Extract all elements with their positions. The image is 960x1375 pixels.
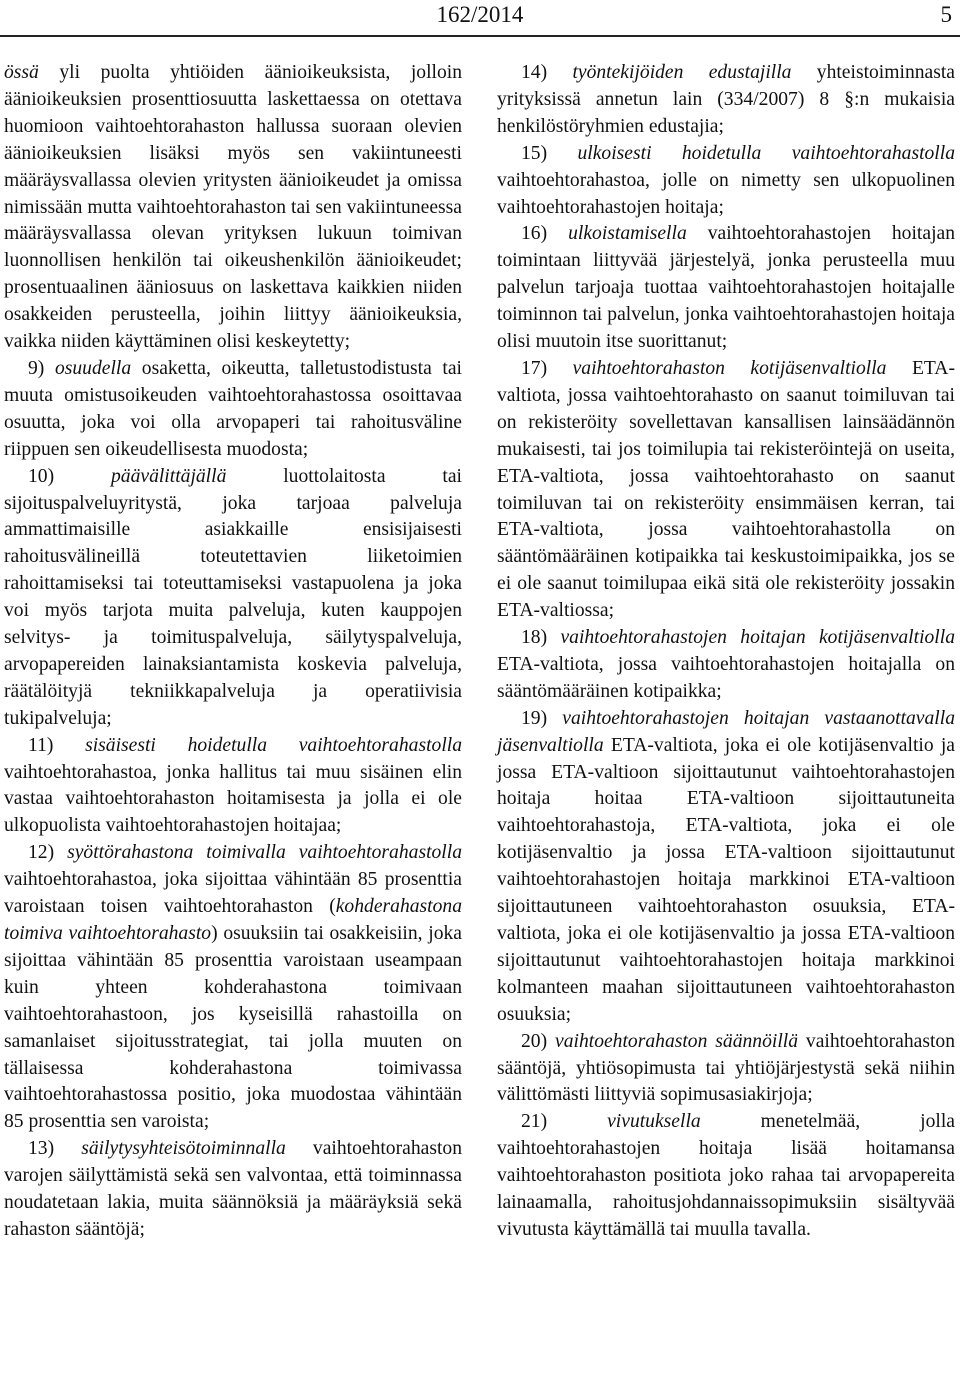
defined-term: säilytysyhteisötoiminnalla <box>81 1138 286 1160</box>
defined-term: vaihtoehtorahastojen hoitajan kotijäsenvaltiolla <box>560 627 955 649</box>
definition-text: ETA-valtiota, jossa vaihtoehtorahastojen hoitajalla on sääntömääräinen kotipaikka; <box>497 653 955 702</box>
defined-term: työntekijöiden edustajilla <box>572 62 792 83</box>
definition-text: yli puolta yhtiöiden äänioikeuksista, jolloin äänioikeuksien prosenttiosuutta laskettaessa on otettava huomioon vaihtoehtorahaston hallussa suoraan olevien äänioikeuksien lisäksi myös sen vakiintuneesti määräysvallassa olevien yritysten äänioikeudet ja omissa nimissään mutta vaihtoehtorahaston tai sen vakiintuneessa määräysvallassa olevan yrityksen lukuun toimivan luonnollisen henkilön tai oikeushenkilön äänioikeudet; prosentuaalinen ääniosuus on laskettava kaikkien niiden osakkeiden perusteella, joihin liittyy äänioikeuksia, vaikka niiden käyttäminen olisi keskeytetty; <box>4 62 462 353</box>
definition-item <box>497 1109 955 1244</box>
right-column <box>497 60 955 1244</box>
defined-term: ulkoistamisella <box>568 223 687 245</box>
item-number: 17) <box>521 357 548 379</box>
definition-text: vaihtoehtorahaston sääntöjä, yhtiösopimusta tai yhtiöjärjestystä sekä niihin välittömästi liittyviä sopimusasiakirjoja; <box>497 1030 955 1106</box>
item-number: 10) <box>28 465 55 487</box>
definition-text: vaihtoehtorahastoa, jolle on nimetty sen ulkopuolinen vaihtoehtorahastojen hoitaja; <box>497 169 955 218</box>
definition-item <box>497 141 955 222</box>
definition-item <box>497 356 955 625</box>
header-rule <box>0 35 960 37</box>
definition-text: vaihtoehtorahaston varojen säilyttämistä sekä sen valvontaa, että toiminnassa noudatetaan lakia, muita säännöksiä ja määräyksiä sekä rahaston sääntöjä; <box>4 1138 462 1240</box>
defined-term: päävälittäjällä <box>110 465 227 487</box>
definition-text: ETA-valtiota, jossa vaihtoehtorahasto on saanut toimiluvan tai on rekisteröity sovellettavan kansallisen lainsäädännön mukaisesti, tai jos toimilupia tai rekisteröintejä on useita, ETA-valtiota, jossa vaihtoehtorahasto on saanut toimiluvan tai on rekisteröity ensimmäisen kerran, tai ETA-valtiota, jossa vaihtoehtorahastolla on sääntömääräinen kotipaikka tai keskustoimipaikka, jos se ei ole saanut toimilupaa eikä sitä ole rekisteröity jossakin ETA-valtiossa; <box>497 357 955 622</box>
definition-item <box>4 733 462 841</box>
defined-term: vaihtoehtorahaston kotijäsenvaltiolla <box>572 357 887 379</box>
item-number: 16) <box>521 223 548 245</box>
definition-text: yhteistoiminnasta yrityksissä annetun lain (334/2007) 8 §:n mukaisia henkilöstöryhmien edustajia; <box>497 62 955 137</box>
definition-item <box>497 221 955 356</box>
definition-text: osaketta, oikeutta, talletustodistusta tai muuta omistusoikeuden vaihtoehtorahastossa osoittavaa osuutta, joka voi olla arvopaperi tai rahoitusväline riippuen sen oikeudellisesta muodosta; <box>4 357 462 460</box>
defined-term: ulkoisesti hoidetulla vaihtoehtorahastolla <box>577 142 955 164</box>
definition-item <box>497 706 955 1029</box>
defined-term-secondary: kohderahastona toimiva vaihtoehtorahasto <box>4 896 462 944</box>
item-number: 14) <box>521 62 548 83</box>
definition-item <box>4 60 462 356</box>
item-number: 11) <box>28 734 54 756</box>
defined-term: syöttörahastona toimivalla vaihtoehtorahastolla <box>67 842 462 864</box>
left-column <box>4 60 462 1244</box>
definition-item <box>497 1029 955 1110</box>
definition-text: menetelmää, jolla vaihtoehtorahastojen hoitaja lisää hoitamansa vaihtoehtorahaston positiota joko rahaa tai arvopapereita lainaamalla, rahoitusjohdannaissopimuksiin sisältyvää vivutusta käyttämällä tai muulla tavalla. <box>497 1111 956 1240</box>
defined-term: sisäisesti hoidetulla vaihtoehtorahastolla <box>85 734 462 756</box>
defined-term: vaihtoehtorahastojen hoitajan vastaanottavalla jäsenvaltiolla <box>497 707 955 756</box>
item-number: 19) <box>521 707 548 729</box>
publication-number: 162/2014 <box>436 2 524 27</box>
item-number: 12) <box>28 842 55 864</box>
defined-term: össä <box>4 62 39 83</box>
item-number: 20) <box>521 1030 548 1052</box>
definition-item <box>4 464 462 733</box>
page-number: 5 <box>940 2 952 27</box>
definition-item <box>4 1136 462 1244</box>
page-header <box>0 0 960 40</box>
definition-text: vaihtoehtorahastoa, jonka hallitus tai muu sisäinen elin vastaa vaihtoehtorahaston hoitamisesta ja jolla ei ole ulkopuolista vaihtoehtorahastojen hoitajaa; <box>4 761 462 837</box>
defined-term: osuudella <box>54 357 132 379</box>
definition-text: vaihtoehtorahastoa, joka sijoittaa vähintään 85 prosenttia varoistaan toisen vaihtoehtorahaston ( <box>4 869 462 918</box>
item-number: 18) <box>521 627 548 649</box>
definition-item <box>497 60 955 141</box>
definition-item <box>4 356 462 464</box>
definition-text-cont: ) osuuksiin tai osakkeisiin, joka sijoittaa vähintään 85 prosenttia varoistaan useampaan kuin yhteen kohderahastona toimivaan vaihtoehtorahastoon, jos kyseisillä rahastoilla on samanlaiset sijoitusstrategiat, tai jolla muuten on tällaisessa kohderahastona toimivassa vaihtoehtorahastossa positio, joka muodostaa vähintään 85 prosenttia sen varoista; <box>4 923 463 1133</box>
item-number: 9) <box>28 357 45 379</box>
defined-term: vivutuksella <box>607 1111 701 1133</box>
item-number: 21) <box>521 1111 548 1133</box>
definition-text: ETA-valtiota, joka ei ole kotijäsenvaltio ja jossa ETA-valtioon sijoittautunut vaihtoehtorahastojen hoitaja hoitaa ETA-valtioon sijoittautuneita vaihtoehtorahastoja, ETA-valtiota, joka ei ole kotijäsenvaltio ja jossa ETA-valtioon sijoittautunut vaihtoehtorahastojen hoitaja markkinoi ETA-valtioon sijoittautuneen vaihtoehtorahaston osuuksia, ETA-valtiota, joka ei ole kotijäsenvaltio ja jossa ETA-valtioon sijoittautunut vaihtoehtorahastojen hoitaja markkinoi kolmanteen maahan sijoittautuneen vaihtoehtorahaston osuuksia; <box>497 734 955 1025</box>
definition-text: luottolaitosta tai sijoituspalveluyritystä, joka tarjoaa palveluja ammattimaisille asiakkaille ensisijaisesti rahoitusvälineillä toteutettavien liiketoimien rahoittamiseksi tai toteuttamiseksi vastapuolena ja joka voi myös tarjota muita palveluja, kuten kauppojen selvitys- ja toimituspalveluja, säilytyspalveluja, arvopapereiden lainaksiantamista koskevia palveluja, räätälöityjä tekniikkapalveluja ja operatiivisia tukipalveluja; <box>4 465 462 729</box>
item-number: 13) <box>28 1138 55 1160</box>
definition-text: vaihtoehtorahastojen hoitajan toimintaan liittyvää järjestelyä, jonka perusteella muu palvelun tarjoaja tuottaa vaihtoehtorahastojen hoitajalle toiminnon tai palvelun, jonka vaihtoehtorahastojen hoitaja olisi muutoin itse suorittanut; <box>497 223 956 353</box>
defined-term: vaihtoehtorahaston säännöillä <box>555 1030 799 1052</box>
item-number: 15) <box>521 142 548 164</box>
definition-item <box>497 625 955 706</box>
definition-item <box>4 840 462 1136</box>
